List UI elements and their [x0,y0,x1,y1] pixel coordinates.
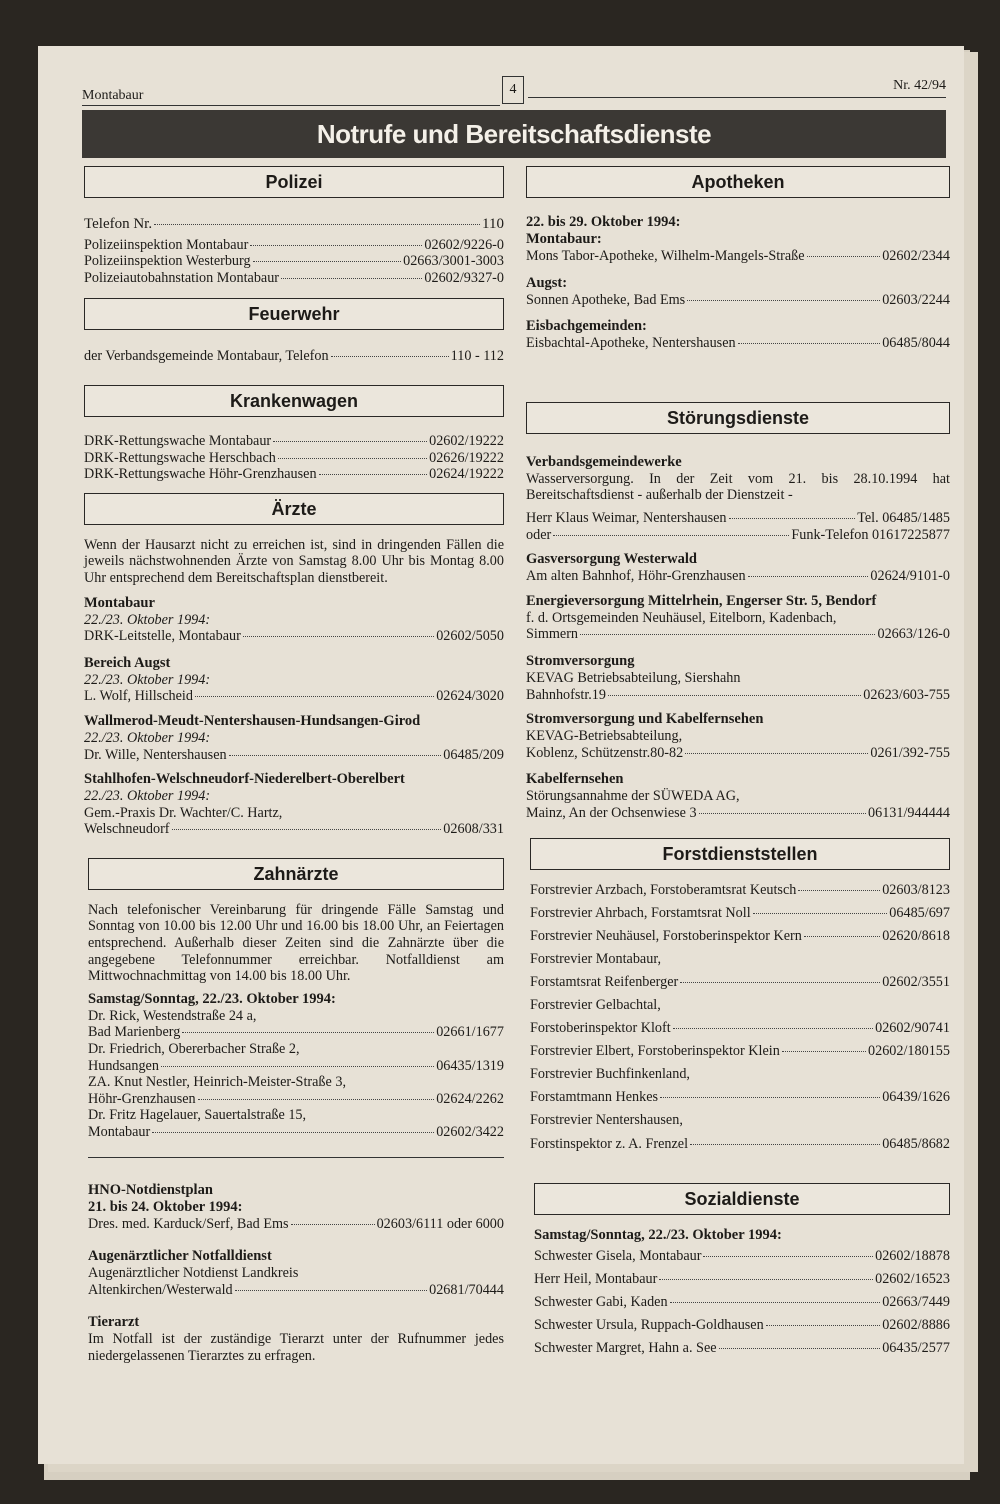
krankenwagen-heading: Krankenwagen [84,385,504,417]
list-item: Am alten Bahnhof, Höhr-Grenzhausen 02624/9101-0 [526,568,950,585]
list-item: Dr. Wille, Nentershausen 06485/209 [84,746,504,763]
vgw-title: Verbandsgemeindewerke [526,453,682,470]
list-item: Herr Klaus Weimar, Nentershausen Tel. 06485/1485 [526,509,950,526]
aerzte-area-title: Bereich Augst [84,654,171,671]
page-title: Notrufe und Bereitschaftsdienste [82,110,946,158]
list-item: Schwester Gisela, Montabaur 02602/18878 [534,1247,950,1264]
list-item: Eisbachtal-Apotheke, Nentershausen 06485/8044 [526,335,950,352]
kabel-title: Kabelfernsehen [526,771,624,788]
aerzte-area-date: 22./23. Oktober 1994: [84,788,211,805]
list-item: Mainz, An der Ochsenwiese 3 06131/944444 [526,804,950,821]
section-stoerung: Störungsdienste Verbandsgemeindewerke Wasserversorgung. In der Zeit vom 21. bis 28.10.1994 hat Bereitschaftsdienst - außerhalb der Dienstzeit - Herr Klaus Weimar, Nentershausen Tel. 06485/1485 oder Funk-Telefon 01617225877 Gasversorgung Westerwald Am alten Bahnhof, Höhr-Grenzhausen 02624/9101-0 Energieversorgung Mittelrhein, Engerser Str. 5, Bendorf f. d. Ortsgemeinden Neuhäusel, Eitelborn, Kadenbach, Simmern 02663/126-0 Stromversorgung KEVAG Betriebsabteilung, Siershahn Bahnhofstr.19 02623/603-755 Stromversorgung und Kabelfernsehen KEVAG-Betriebsabteilung, Koblenz, Schützenstr.80-82 0261/392-755 Kabelfernsehen Störungsannahme der SÜWEDA AG, Mainz, An der Ochsenwiese 3 06131/944444 [526,402,950,822]
list-item: oder Funk-Telefon 01617225877 [526,526,950,543]
list-item: Simmern 02663/126-0 [526,626,950,643]
hno-date: 21. bis 24. Oktober 1994: [88,1198,243,1215]
energie-title: Energieversorgung Mittelrhein, Engerser Str. 5, Bendorf [526,592,877,609]
sozial-heading: Sozialdienste [534,1183,950,1215]
list-item: Bahnhofstr.19 02623/603-755 [526,686,950,703]
section-aerzte: Ärzte Wenn der Hausarzt nicht zu erreichen ist, sind in dringenden Fällen die jeweils nächstwohnenden Ärzte von Samstag 8.00 Uhr bis Montag 8.00 Uhr entsprechend dem Bereitschaftsplan dienstbereit. Montabaur 22./23. Oktober 1994: DRK-Leitstelle, Montabaur 02602/5050 Bereich Augst 22./23. Oktober 1994: L. Wolf, Hillscheid 02624/3020 Wallmerod-Meudt-Nentershausen-Hundsangen-Girod 22./23. Oktober 1994: Dr. Wille, Nentershausen 06485/209 Stahlhofen-Welschneudorf-Niederelbert-Oberelbert 22./23. Oktober 1994: Gem.-Praxis Dr. Wachter/C. Hartz, Welschneudorf 02608/331 [84,493,504,838]
list-item: Sonnen Apotheke, Bad Ems 02603/2244 [526,291,950,308]
tierarzt-text: Im Notfall ist der zuständige Tierarzt unter der Rufnummer jedes niedergelassenen Tierarztes zu erfragen. [88,1331,504,1364]
section-feuerwehr [84,298,504,365]
list-item: Schwester Ursula, Ruppach-Goldhausen 02602/8886 [534,1316,950,1333]
list-item: Welschneudorf 02608/331 [84,821,504,838]
list-item: L. Wolf, Hillscheid 02624/3020 [84,688,504,705]
polizei-phone-label: Telefon Nr. [84,216,153,232]
apotheken-heading: Apotheken [526,166,950,198]
aerzte-area-date: 22./23. Oktober 1994: [84,729,211,746]
section-polizei [84,166,504,286]
section-krankenwagen [84,385,504,483]
sozial-date: Samstag/Sonntag, 22./23. Oktober 1994: [534,1226,782,1243]
list-item: Höhr-Grenzhausen 02624/2262 [88,1090,504,1107]
list-item: Forstrevier Elbert, Forstoberinspektor Klein 02602/180155 [530,1043,950,1060]
zahnaerzte-date: Samstag/Sonntag, 22./23. Oktober 1994: [88,990,336,1007]
section-forst: Forstdienststellen Forstrevier Arzbach, Forstoberamtsrat Keutsch 02603/8123 Forstrevier Ahrbach, Forstamtsrat Noll 06485/697 Forstrevier Neuhäusel, Forstoberinspektor Kern 02620/8618 Forstrevier Montabaur, Forstamtsrat Reifenberger 02602/3551 Forstrevier Gelbachtal, Forstoberinspektor Kloft 02602/90741 Forstrevier Elbert, Forstoberinspektor Klein 02602/180155 Forstrevier Buchfinkenland, Forstamtmann Henkes 06439/1626 Forstrevier Nentershausen, Forstinspektor z. A. Frenzel 06485/8682 [530,838,950,1153]
list-item: Mons Tabor-Apotheke, Wilhelm-Mangels-Straße 02602/2344 [526,248,950,264]
feuerwehr-row: der Verbandsgemeinde Montabaur, Telefon 110 - 112 [84,348,504,365]
list-item: Polizeiinspektion Westerburg 02663/3001-3003 [84,253,504,270]
list-item: Polizeiautobahnstation Montabaur 02602/9327-0 [84,269,504,286]
list-item: Forstamtmann Henkes 06439/1626 [530,1089,950,1106]
vgw-text: Wasserversorgung. In der Zeit vom 21. bis 28.10.1994 hat Bereitschaftsdienst - außerhalb der Dienstzeit - [526,470,950,504]
newspaper-page [38,46,964,1464]
section-augen: Augenärztlicher Notfalldienst Augenärztlicher Notdienst Landkreis Altenkirchen/Westerwald 02681/70444 [88,1248,504,1298]
aerzte-intro: Wenn der Hausarzt nicht zu erreichen ist, sind in dringenden Fällen die jeweils nächstwohnenden Ärzte von Samstag 8.00 Uhr bis Montag 8.00 Uhr entsprechend dem Bereitschaftsplan dienstbereit. [84,536,504,586]
augen-heading: Augenärztlicher Notfalldienst [88,1248,272,1265]
strom-kabel-title: Stromversorgung und Kabelfernsehen [526,711,764,728]
section-sozial [534,1183,950,1357]
page-header [82,78,946,106]
apotheken-date: 22. bis 29. Oktober 1994: [526,214,681,230]
hno-heading: HNO-Notdienstplan [88,1181,213,1198]
aerzte-area-title: Montabaur [84,594,155,611]
section-hno [88,1182,504,1233]
list-item: Polizeiinspektion Montabaur 02602/9226-0 [84,236,504,253]
list-item: Forstoberinspektor Kloft 02602/90741 [530,1020,950,1037]
aerzte-area-title: Stahlhofen-Welschneudorf-Niederelbert-Oberelbert [84,771,405,788]
list-item: Forstrevier Neuhäusel, Forstoberinspektor Kern 02620/8618 [530,927,950,944]
apotheken-area: Augst: [526,274,568,291]
apotheken-area: Eisbachgemeinden: [526,318,647,335]
header-town: Montabaur [82,88,500,106]
list-item: Montabaur 02602/3422 [88,1124,504,1140]
list-item: Hundsangen 06435/1319 [88,1057,504,1074]
header-page-number: 4 [502,76,524,104]
list-item: DRK-Leitstelle, Montabaur 02602/5050 [84,628,504,645]
feuerwehr-heading: Feuerwehr [84,298,504,330]
polizei-phone-value: 110 [482,216,504,232]
header-issue: Nr. 42/94 [528,78,946,98]
section-tierarzt [88,1314,504,1364]
aerzte-heading: Ärzte [84,493,504,525]
list-item: Altenkirchen/Westerwald 02681/70444 [88,1281,504,1298]
list-item: Forstrevier Ahrbach, Forstamtsrat Noll 06485/697 [530,904,950,921]
apotheken-area: Montabaur: [526,231,602,247]
aerzte-area-title: Wallmerod-Meudt-Nentershausen-Hundsangen-Girod [84,712,421,729]
list-item: DRK-Rettungswache Herschbach 02626/19222 [84,449,504,466]
list-item: Forstinspektor z. A. Frenzel 06485/8682 [530,1135,950,1152]
list-item: Forstrevier Arzbach, Forstoberamtsrat Keutsch 02603/8123 [530,881,950,898]
strom-title: Stromversorgung [526,652,635,669]
section-apotheken [526,166,950,352]
zahnaerzte-heading: Zahnärzte [88,858,504,890]
tierarzt-heading: Tierarzt [88,1314,140,1331]
list-item: Forstamtsrat Reifenberger 02602/3551 [530,973,950,990]
aerzte-area-date: 22./23. Oktober 1994: [84,671,211,688]
right-column [526,166,950,1363]
forst-heading: Forstdienststellen [530,838,950,870]
list-item: Dres. med. Karduck/Serf, Bad Ems 02603/6111 oder 6000 [88,1215,504,1232]
zahnaerzte-intro: Nach telefonischer Vereinbarung für dringende Fälle Samstag und Sonntag von 10.00 bis 12.00 Uhr und 16.00 bis 18.00 Uhr, an Feiertagen entsprechend. Außerhalb dieser Zeiten sind die Zahnärzte über die angegebene Telefonnummer erreichbar. Notfalldienst am Mittwochnachmittag von 14.00 bis 18.00 Uhr. [88,901,504,985]
list-item: Koblenz, Schützenstr.80-82 0261/392-755 [526,744,950,761]
left-column [84,166,504,1365]
polizei-phone-row [84,216,504,233]
section-zahnaerzte: Zahnärzte Nach telefonischer Vereinbarung für dringende Fälle Samstag und Sonntag von 10.00 bis 12.00 Uhr und 16.00 bis 18.00 Uhr, an Feiertagen entsprechend. Außerhalb dieser Zeiten sind die Zahnärzte über die angegebene Telefonnummer erreichbar. Notfalldienst am Mittwochnachmittag von 14.00 bis 18.00 Uhr. Samstag/Sonntag, 22./23. Oktober 1994: Dr. Rick, Westendstraße 24 a, Bad Marienberg 02661/1677 Dr. Friedrich, Obererbacher Straße 2, Hundsangen 06435/1319 ZA. Knut Nestler, Heinrich-Meister-Straße 3, Höhr-Grenzhausen 02624/2262 Dr. Fritz Hagelauer, Sauertalstraße 15, Montabaur 02602/3422 [88,858,504,1141]
list-item: Schwester Margret, Hahn a. See 06435/2577 [534,1340,950,1356]
list-item: Schwester Gabi, Kaden 02663/7449 [534,1293,950,1310]
list-item: DRK-Rettungswache Montabaur 02602/19222 [84,432,504,449]
aerzte-area-date: 22./23. Oktober 1994: [84,611,211,628]
list-item: Bad Marienberg 02661/1677 [88,1024,504,1041]
list-item: DRK-Rettungswache Höhr-Grenzhausen 02624/19222 [84,466,504,483]
list-item: Herr Heil, Montabaur 02602/16523 [534,1270,950,1287]
polizei-heading: Polizei [84,166,504,198]
gas-title: Gasversorgung Westerwald [526,551,697,568]
stoerung-heading: Störungsdienste [526,402,950,434]
